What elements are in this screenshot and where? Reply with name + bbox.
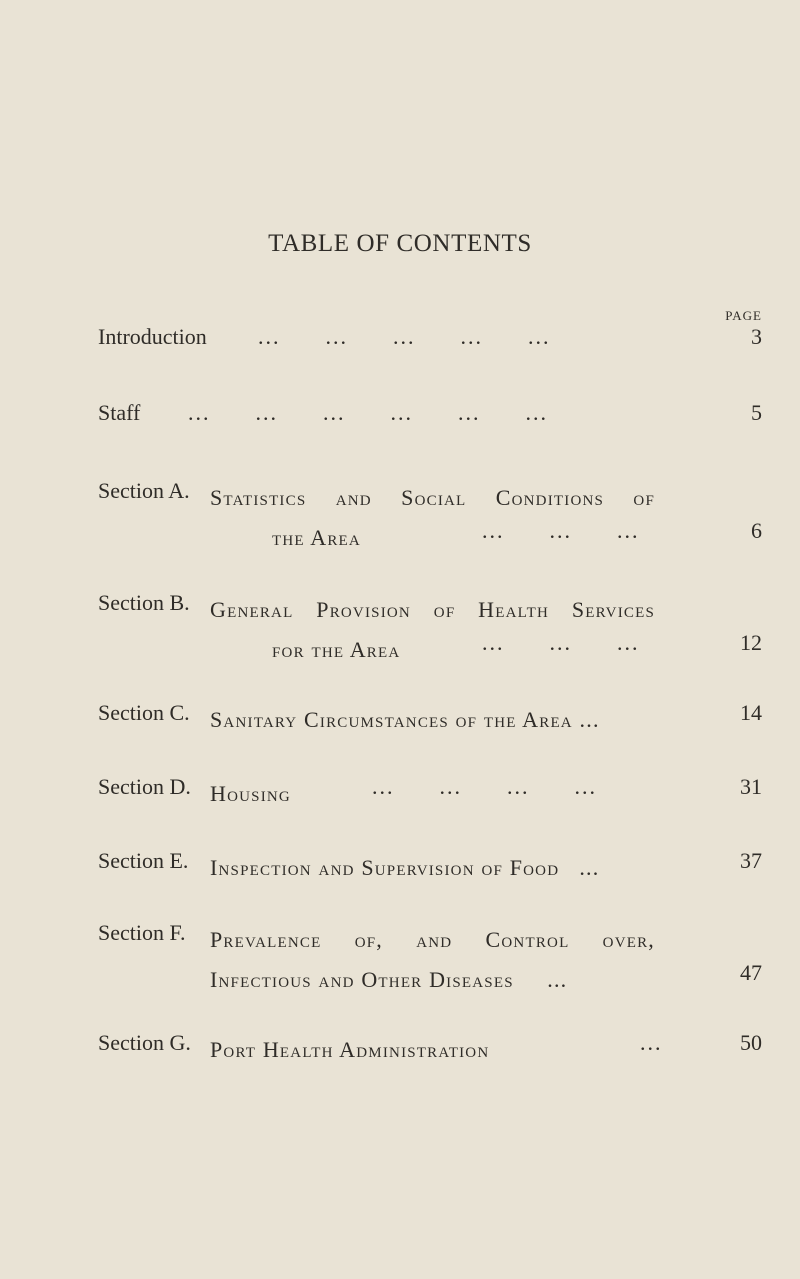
entry-label: Section C. (98, 700, 190, 725)
entry-heading: Port Health Administration (210, 1037, 490, 1062)
page-column-header: PAGE (725, 308, 762, 323)
page-title: TABLE OF CONTENTS (268, 230, 532, 257)
entry-label: Introduction (98, 324, 207, 349)
entry-heading: Sanitary Circumstances of the Area ... (210, 707, 600, 732)
leader-dots: ... ... ... ... ... ... (188, 400, 548, 425)
entry-label: Section F. (98, 920, 186, 945)
page-number: 47 (740, 960, 762, 985)
leader-dots: ... ... ... ... (372, 774, 597, 799)
entry-heading: Prevalence of, and Control over, Infectious and Other Diseases ... (210, 927, 655, 992)
entry-label: Section E. (98, 848, 189, 873)
page-number: 5 (751, 400, 762, 425)
entry-heading: General Provision of Health Services for the Area (210, 597, 655, 662)
page-number: 50 (740, 1030, 762, 1055)
entry-heading: Inspection and Supervision of Food ... (210, 855, 600, 880)
leader-dots: ... ... ... (482, 518, 640, 543)
page-number: 37 (740, 848, 762, 873)
page-number: 12 (740, 630, 762, 655)
entry-label: Section A. (98, 478, 190, 503)
leader-dots: ... ... ... ... ... (258, 324, 551, 349)
entry-label: Section D. (98, 774, 191, 799)
entry-label: Section G. (98, 1030, 191, 1055)
entry-heading: Housing (210, 781, 291, 806)
page-number: 14 (740, 700, 762, 725)
leader-dots: ... ... ... (482, 630, 640, 655)
leader-dots: ... (640, 1030, 663, 1055)
page-number: 3 (751, 324, 762, 349)
entry-label: Section B. (98, 590, 190, 615)
entry-label: Staff (98, 400, 141, 425)
entry-heading: Statistics and Social Conditions of the Area (210, 485, 655, 550)
page-number: 6 (751, 518, 762, 543)
page-number: 31 (740, 774, 762, 799)
